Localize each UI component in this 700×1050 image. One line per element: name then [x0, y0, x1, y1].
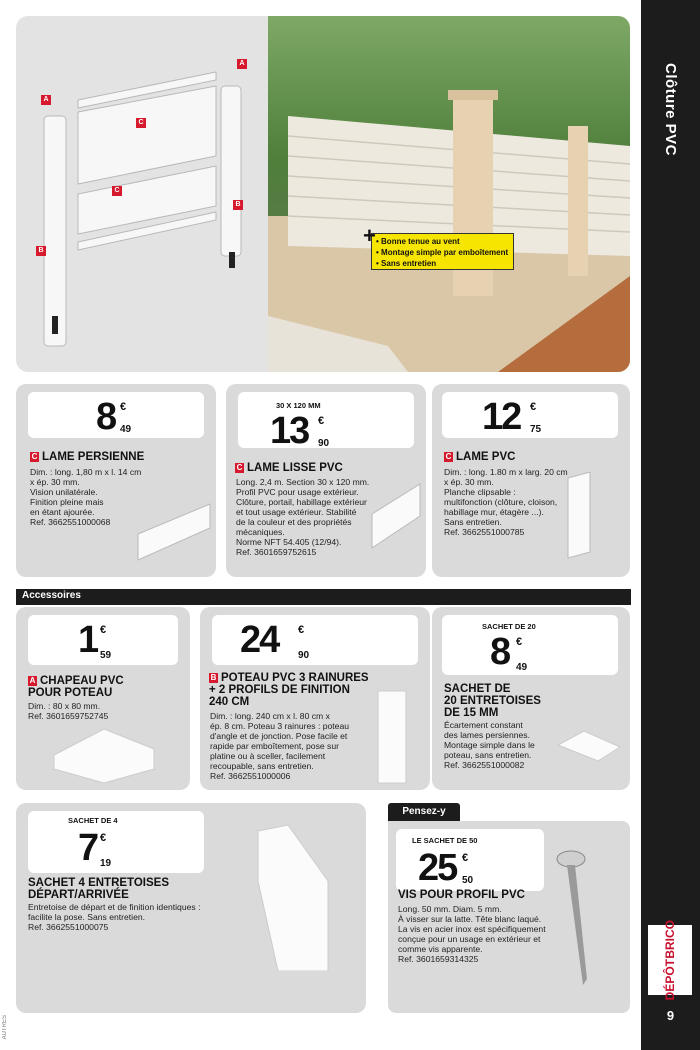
price-box [28, 392, 204, 438]
callout-item: • Montage simple par emboîtement [376, 247, 509, 258]
lame-pvc-image [564, 472, 594, 562]
pack-label: SACHET DE 4 [68, 816, 118, 825]
brand-logo: BRICO DÉPÔT [648, 925, 692, 995]
product-desc: Dim. : 80 x 80 mm. Ref. 3601659752745 [28, 701, 109, 721]
product-desc: Dim. : long. 1.80 m x larg. 20 cm x ép. 30 mm. Planche clipsable : multifonction (clôture, cloison, habillage mur, étagère ...). Sans entretien. Ref. 3662551000785 [444, 467, 568, 537]
label-c-bottom: C [112, 186, 122, 196]
product-name: C LAME PVC [445, 451, 516, 463]
label-a-left: A [41, 95, 51, 105]
price: 7 € 19 [78, 827, 112, 869]
fence-components-illustration [16, 16, 268, 372]
price: 1 € 59 [78, 619, 112, 661]
label-b-left: B [36, 246, 46, 256]
callout-item: • Sans entretien [376, 258, 509, 269]
pack-label: LE SACHET DE 50 [412, 836, 478, 845]
accessoires-title: Accessoires [22, 590, 81, 601]
product-card-vis [388, 821, 630, 1013]
fence-photo-scene [268, 16, 630, 372]
price: 8 € 49 [490, 631, 528, 673]
product-card-lame-pvc [432, 384, 630, 577]
product-name: C LAME PERSIENNE [31, 451, 145, 463]
product-name: A CHAPEAU PVC POUR POTEAU [28, 675, 124, 699]
side-note: AUTRES [2, 1015, 8, 1040]
page-number: 9 [666, 1008, 675, 1023]
entretoise-depart-image [238, 821, 348, 971]
product-desc: Écartement constant des lames persiennes. Montage simple dans le poteau, sans entretien. Ref. 3662551000082 [444, 720, 535, 770]
price: 24 € 90 [240, 619, 310, 661]
fence-photo [268, 16, 630, 372]
product-name: B POTEAU PVC 3 RAINURES + 2 PROFILS DE FINITION 240 CM [209, 672, 369, 708]
product-card-poteau [200, 607, 430, 790]
price: 12 € 75 [482, 396, 542, 438]
product-name: SACHET DE 20 ENTRETOISES DE 15 MM [444, 683, 541, 719]
product-card-entretoises-4 [16, 803, 366, 1013]
price: 8 € 49 [96, 396, 132, 438]
price: 25 € 50 [418, 847, 474, 889]
product-name: VIS POUR PROFIL PVC [398, 889, 525, 901]
product-desc: Long. 2,4 m. Section 30 x 120 mm. Profil PVC pour usage extérieur. Clôture, portail, habillage extérieur et tout usage extérieur. Stabilité de la couleur et des propriétés mécaniques. Norme NFT 54.405 (12/94). Ref. 3601659752615 [236, 477, 370, 557]
hero-panel [16, 16, 630, 372]
label-a-right: A [237, 59, 247, 69]
product-card-lame-lisse [226, 384, 426, 577]
lame-lisse-image [368, 474, 424, 554]
product-desc: Dim. : long. 1,80 m x l. 14 cm x ép. 30 mm. Vision unilatérale. Finition pleine mais en étant ajourée. Ref. 3662551000068 [30, 467, 142, 527]
product-card-entretoises-20 [432, 607, 630, 790]
product-desc: Long. 50 mm. Diam. 5 mm. À visser sur la latte. Tête blanc laqué. La vis en acier inox est spécifiquement conçue pour un usage en extérieur et comme vis apparente. Ref. 3601659314325 [398, 904, 546, 964]
poteau-image [370, 687, 420, 787]
screw-image [553, 839, 613, 989]
product-card-lame-persienne [16, 384, 216, 577]
feature-callout [371, 233, 514, 270]
size-label: 30 X 120 MM [276, 401, 321, 410]
product-card-chapeau [16, 607, 190, 790]
section-title: Clôture PVC [662, 63, 679, 157]
brand-line-2: DÉPÔT [662, 958, 677, 1001]
product-desc: Entretoise de départ et de finition identiques : facilite la pose. Sans entretien. Ref. 3662551000075 [28, 902, 201, 932]
lame-persienne-image [134, 494, 214, 564]
pensez-y-tab: Pensez-y [388, 803, 460, 821]
label-c-top: C [136, 118, 146, 128]
entretoise-image [554, 725, 624, 765]
chapeau-image [44, 725, 164, 785]
label-b-right: B [233, 200, 243, 210]
plus-icon: + [363, 223, 376, 248]
product-name: C LAME LISSE PVC [236, 462, 343, 474]
product-name: SACHET 4 ENTRETOISES DÉPART/ARRIVÉE [28, 877, 170, 901]
callout-item: • Bonne tenue au vent [376, 236, 509, 247]
accessoires-bar [16, 589, 631, 605]
price: 13 € 90 [270, 410, 330, 452]
pack-label: SACHET DE 20 [482, 622, 536, 631]
product-desc: Dim. : long. 240 cm x l. 80 cm x ép. 8 cm. Poteau 3 rainures : poteau d'angle et de jonction. Pose facile et rapide par emboîtement, pose sur platine ou à sceller, facilement recoupable, sans entretien. Ref. 3662551000006 [210, 711, 350, 781]
